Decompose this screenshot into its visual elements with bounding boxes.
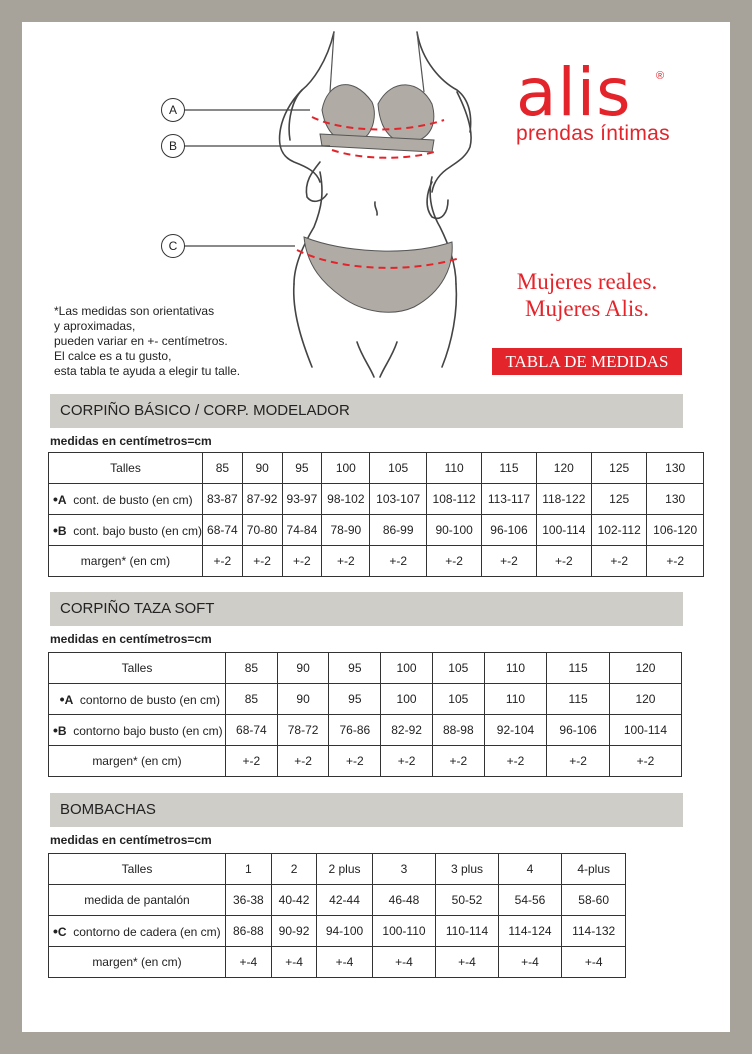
table-cell: 118-122 (536, 484, 591, 515)
size-header: 4-plus (562, 854, 626, 885)
table-cell: 78-72 (277, 715, 329, 746)
figure-label-a: A (161, 98, 185, 122)
note-line: *Las medidas son orientativas (54, 304, 215, 318)
units-label: medidas en centímetros=cm (50, 632, 212, 646)
size-header: 100 (381, 653, 433, 684)
size-header: 1 (226, 854, 272, 885)
table-cell: 125 (592, 484, 647, 515)
table-cell: 110-114 (436, 916, 498, 947)
size-header: 125 (592, 453, 647, 484)
row-label (49, 715, 226, 746)
table-cell: +-2 (277, 746, 329, 777)
size-header: 105 (432, 653, 484, 684)
table-cell: 100-110 (372, 916, 436, 947)
row-label: margen* (en cm) (49, 746, 226, 777)
note-line: pueden variar en +- centímetros. (54, 334, 228, 348)
size-header: 120 (536, 453, 591, 484)
measure-letter: A (57, 493, 67, 507)
measure-letter: C (57, 925, 67, 939)
size-header: 2 plus (317, 854, 372, 885)
table-cell: 94-100 (317, 916, 372, 947)
size-header: 115 (547, 653, 610, 684)
table-cell: 70-80 (242, 515, 282, 546)
table-cell: 120 (609, 684, 681, 715)
slogan (492, 268, 682, 322)
table-cell: +-2 (484, 746, 547, 777)
table-cell: 50-52 (436, 885, 498, 916)
table-cell: +-4 (226, 947, 272, 978)
table-cell: +-2 (202, 546, 242, 577)
table-row (49, 947, 626, 978)
units-label: medidas en centímetros=cm (50, 833, 212, 847)
table-header-row (49, 854, 626, 885)
table-cell: +-2 (592, 546, 647, 577)
table-cell: 42-44 (317, 885, 372, 916)
note-line: y aproximadas, (54, 319, 136, 333)
section-header-bombachas: BOMBACHAS (50, 793, 683, 827)
table-cell: 100-114 (536, 515, 591, 546)
size-header: 4 (498, 854, 562, 885)
table-cell: 90-92 (271, 916, 317, 947)
measure-letter: B (57, 724, 67, 738)
table-cell: +-2 (282, 546, 322, 577)
row-label-text: contorno bajo busto (en cm) (73, 724, 223, 738)
table-header-row (49, 653, 682, 684)
table-cell: 68-74 (202, 515, 242, 546)
table-row (49, 484, 704, 515)
section-header-corpino-basico: CORPIÑO BÁSICO / CORP. MODELADOR (50, 394, 683, 428)
table-cell: +-2 (370, 546, 427, 577)
slogan-line-2: Mujeres Alis. (525, 296, 649, 321)
size-header: 2 (271, 854, 317, 885)
table-cell: 54-56 (498, 885, 562, 916)
disclaimer-note (54, 304, 240, 379)
size-header: 95 (282, 453, 322, 484)
table-row (49, 715, 682, 746)
table-cell: 96-106 (482, 515, 536, 546)
table-row (49, 684, 682, 715)
units-label: medidas en centímetros=cm (50, 434, 212, 448)
table-cell: 40-42 (271, 885, 317, 916)
size-table-bombachas (48, 853, 626, 978)
table-cell: 103-107 (370, 484, 427, 515)
table-cell: +-2 (322, 546, 370, 577)
table-row (49, 515, 704, 546)
size-table-corpino-basico (48, 452, 704, 577)
table-cell: +-4 (271, 947, 317, 978)
row-label-text: contorno de busto (en cm) (79, 693, 220, 707)
table-cell: +-2 (226, 746, 278, 777)
size-header: 85 (226, 653, 278, 684)
brand-logo (516, 54, 670, 146)
table-cell: 98-102 (322, 484, 370, 515)
table-cell: +-2 (329, 746, 381, 777)
table-cell: +-2 (536, 546, 591, 577)
measure-letter: A (64, 693, 74, 707)
table-row (49, 885, 626, 916)
row-label-text: cont. de busto (en cm) (73, 493, 193, 507)
table-cell: +-2 (381, 746, 433, 777)
table-cell: 87-92 (242, 484, 282, 515)
table-cell: 86-99 (370, 515, 427, 546)
size-header: 110 (484, 653, 547, 684)
table-cell: +-2 (426, 546, 481, 577)
table-cell: +-2 (482, 546, 536, 577)
size-header: 90 (242, 453, 282, 484)
table-cell: 83-87 (202, 484, 242, 515)
header-label: Talles (49, 653, 226, 684)
table-cell: 88-98 (432, 715, 484, 746)
table-cell: 90 (277, 684, 329, 715)
size-header: 100 (322, 453, 370, 484)
table-cell: 100 (381, 684, 433, 715)
size-header: 3 plus (436, 854, 498, 885)
table-cell: 86-88 (226, 916, 272, 947)
table-row (49, 916, 626, 947)
table-header-row (49, 453, 704, 484)
table-cell: 100-114 (609, 715, 681, 746)
note-line: El calce es a tu gusto, (54, 349, 172, 363)
table-cell: 114-124 (498, 916, 562, 947)
table-cell: 90-100 (426, 515, 481, 546)
table-cell: +-4 (317, 947, 372, 978)
size-header: 110 (426, 453, 481, 484)
table-cell: +-4 (436, 947, 498, 978)
table-cell: +-2 (242, 546, 282, 577)
bullet: • (53, 491, 58, 507)
size-header: 95 (329, 653, 381, 684)
table-cell: 92-104 (484, 715, 547, 746)
row-label: margen* (en cm) (49, 546, 203, 577)
table-cell: +-2 (432, 746, 484, 777)
figure-label-c: C (161, 234, 185, 258)
table-cell: +-2 (609, 746, 681, 777)
table-cell: +-4 (498, 947, 562, 978)
table-row (49, 746, 682, 777)
registered-mark: ® (656, 70, 665, 82)
table-cell: 68-74 (226, 715, 278, 746)
table-cell: 82-92 (381, 715, 433, 746)
slogan-line-1: Mujeres reales. (516, 269, 658, 294)
size-header: 130 (647, 453, 704, 484)
table-cell: 114-132 (562, 916, 626, 947)
table-cell: 46-48 (372, 885, 436, 916)
bullet: • (59, 691, 65, 707)
size-chart-page (22, 22, 730, 1032)
bullet: • (53, 522, 58, 538)
row-label: medida de pantalón (49, 885, 226, 916)
header-label: Talles (49, 854, 226, 885)
row-label (49, 515, 203, 546)
table-cell: 58-60 (562, 885, 626, 916)
section-header-corpino-taza-soft: CORPIÑO TAZA SOFT (50, 592, 683, 626)
row-label: margen* (en cm) (49, 947, 226, 978)
table-cell: +-2 (647, 546, 704, 577)
size-table-corpino-taza-soft (48, 652, 682, 777)
size-header: 120 (609, 653, 681, 684)
table-cell: 115 (547, 684, 610, 715)
size-header: 115 (482, 453, 536, 484)
figure-label-b: B (161, 134, 185, 158)
table-cell: 102-112 (592, 515, 647, 546)
table-cell: 106-120 (647, 515, 704, 546)
table-cell: 110 (484, 684, 547, 715)
table-cell: 130 (647, 484, 704, 515)
table-cell: 76-86 (329, 715, 381, 746)
table-cell: 78-90 (322, 515, 370, 546)
row-label (49, 484, 203, 515)
row-label-text: cont. bajo busto (en cm) (73, 524, 202, 538)
bullet: • (53, 722, 58, 738)
note-line: esta tabla te ayuda a elegir tu talle. (54, 364, 241, 378)
header-label: Talles (49, 453, 203, 484)
size-header: 3 (372, 854, 436, 885)
size-header: 85 (202, 453, 242, 484)
size-header: 90 (277, 653, 329, 684)
table-cell: 85 (226, 684, 278, 715)
row-label (49, 684, 226, 715)
table-cell: 36-38 (226, 885, 272, 916)
brand-name: alis (516, 54, 632, 131)
table-cell: +-2 (547, 746, 610, 777)
brand-tagline: prendas íntimas (516, 122, 670, 145)
table-cell: 74-84 (282, 515, 322, 546)
row-label (49, 916, 226, 947)
table-cell: +-4 (372, 947, 436, 978)
size-header: 105 (370, 453, 427, 484)
table-row (49, 546, 704, 577)
measure-letter: B (57, 524, 67, 538)
table-cell: +-4 (562, 947, 626, 978)
row-label-text: contorno de cadera (en cm) (73, 925, 221, 939)
table-cell: 105 (432, 684, 484, 715)
table-cell: 95 (329, 684, 381, 715)
table-cell: 108-112 (426, 484, 481, 515)
size-table-badge: TABLA DE MEDIDAS (492, 348, 682, 375)
table-cell: 113-117 (482, 484, 536, 515)
table-cell: 93-97 (282, 484, 322, 515)
bullet: • (53, 923, 58, 939)
table-cell: 96-106 (547, 715, 610, 746)
